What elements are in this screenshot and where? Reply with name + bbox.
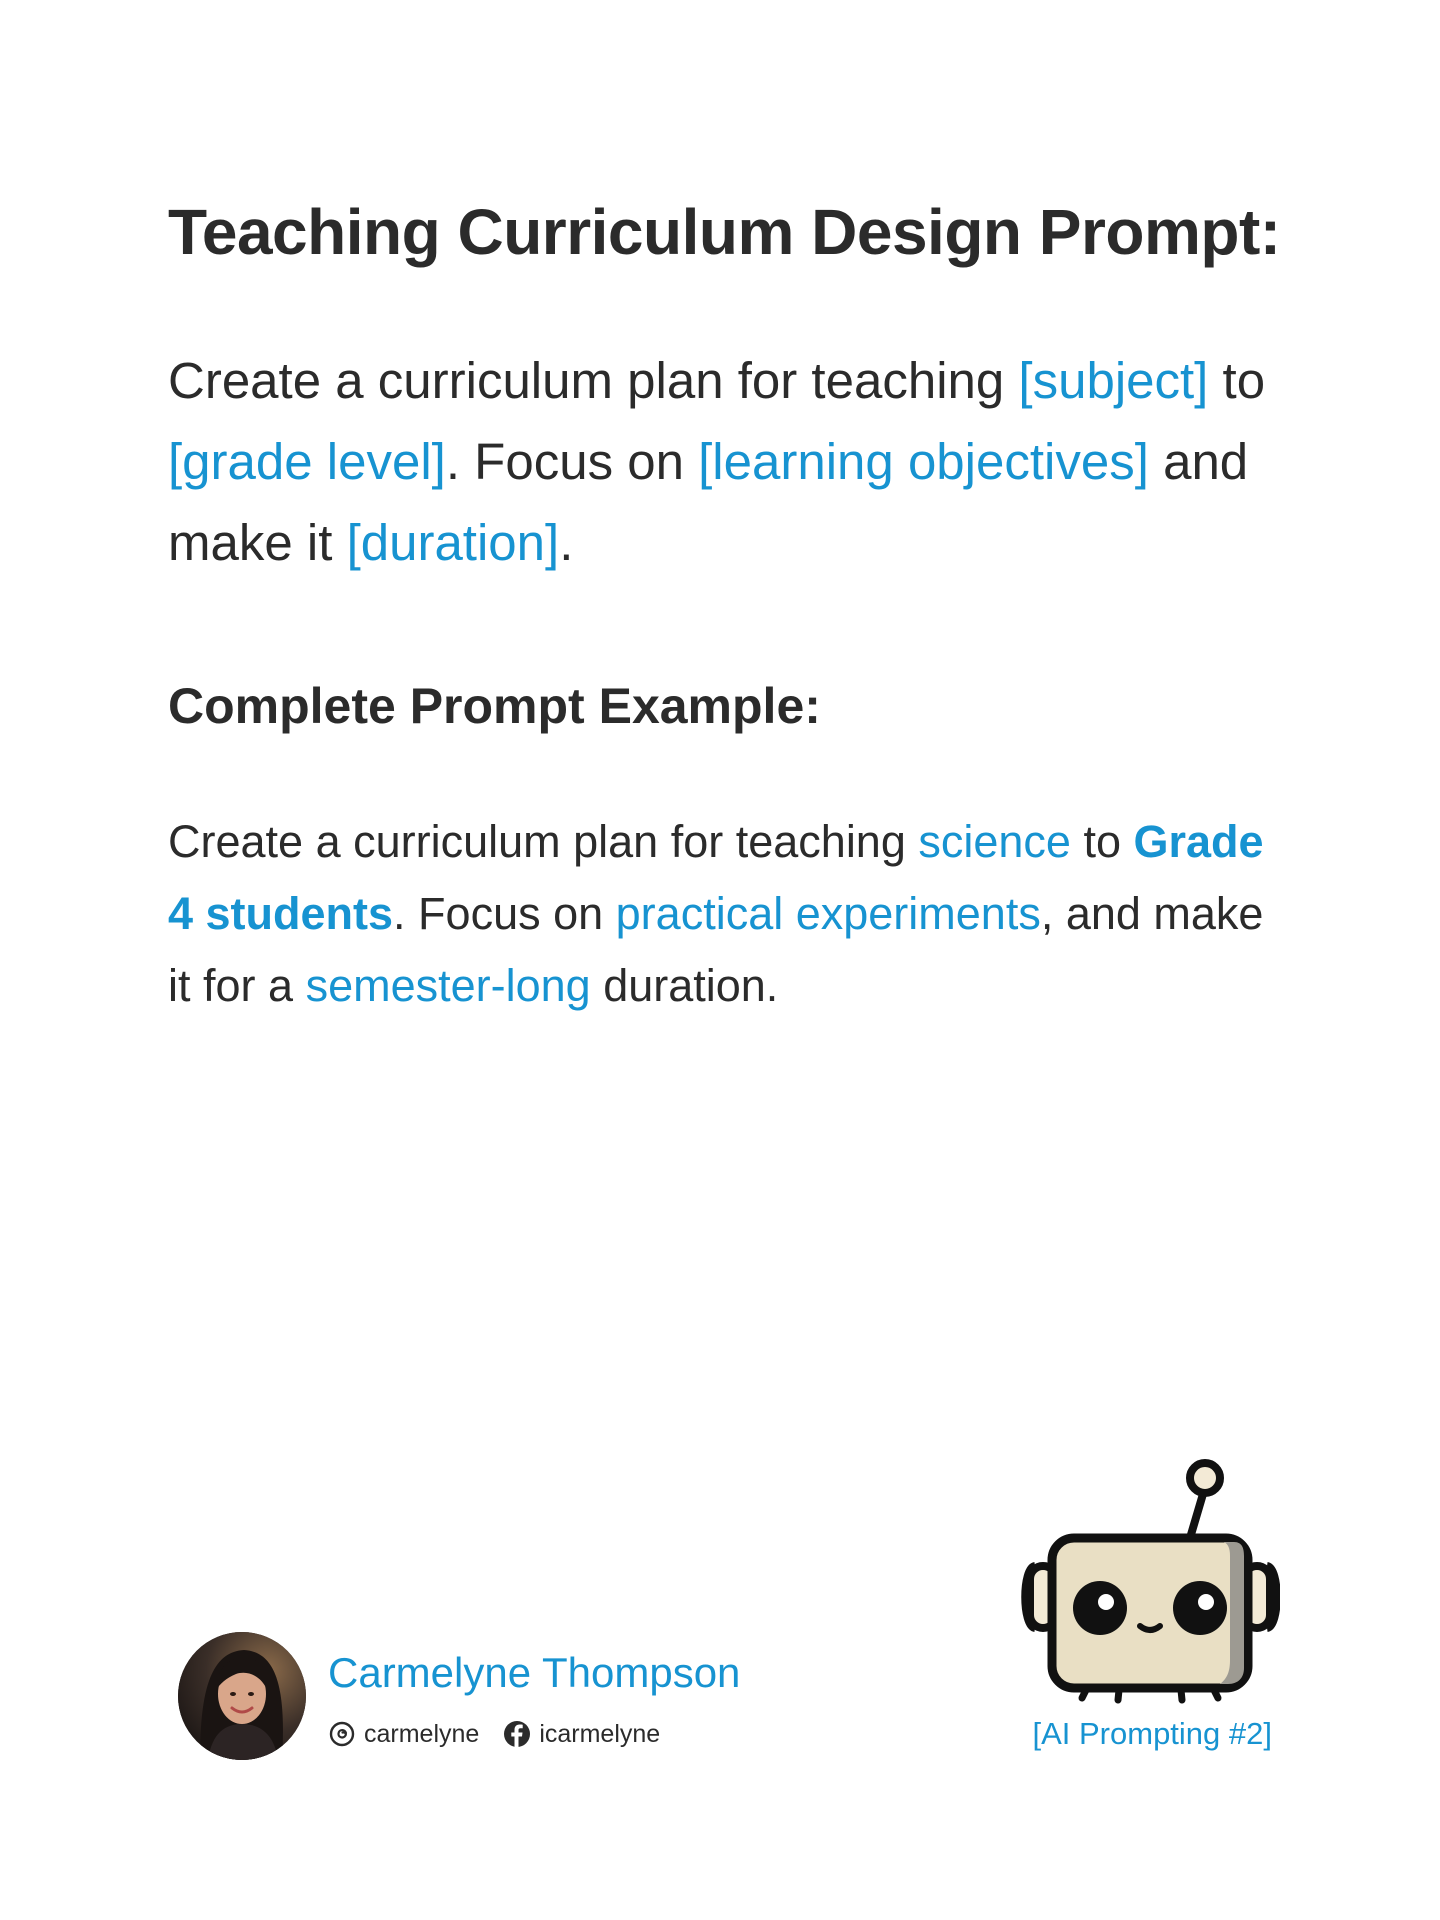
threads-link[interactable] (328, 1720, 479, 1749)
prompt-template (168, 340, 1278, 583)
template-text: and make it (168, 433, 1249, 571)
example-text: to (1070, 816, 1134, 867)
prompt-example (168, 806, 1278, 1022)
template-text: . Focus on (445, 433, 699, 490)
facebook-handle: icarmelyne (539, 1719, 661, 1748)
template-text: . (559, 514, 574, 571)
placeholder-grade-level: [grade level] (168, 433, 446, 490)
avatar (178, 1632, 306, 1760)
example-text: duration. (590, 960, 779, 1011)
page-title: Teaching Curriculum Design Prompt: (168, 196, 1281, 268)
placeholder-subject: [subject] (1018, 352, 1209, 409)
threads-handle: carmelyne (364, 1719, 480, 1748)
author-name: Carmelyne Thompson (328, 1649, 741, 1696)
example-heading: Complete Prompt Example: (168, 678, 821, 734)
threads-icon (328, 1720, 356, 1748)
example-grade: Grade 4 students (168, 816, 1264, 939)
example-text: Create a curriculum plan for teaching (168, 816, 919, 867)
example-text: , and make it for a (168, 888, 1264, 1011)
example-objectives: practical experiments (615, 888, 1041, 939)
facebook-link[interactable] (503, 1720, 660, 1749)
example-subject: science (918, 816, 1071, 867)
facebook-icon (503, 1720, 531, 1748)
template-text: Create a curriculum plan for teaching (168, 352, 1019, 409)
placeholder-duration: [duration] (346, 514, 560, 571)
placeholder-learning-objectives: [learning objectives] (698, 433, 1149, 490)
social-links (328, 1716, 684, 1752)
author-card (178, 1632, 798, 1762)
template-text: to (1208, 352, 1266, 409)
series-tag: [AI Prompting #2] (1032, 1716, 1272, 1751)
example-text: . Focus on (393, 888, 616, 939)
example-duration: semester-long (305, 960, 591, 1011)
robot-mascot-icon (1020, 1448, 1280, 1708)
